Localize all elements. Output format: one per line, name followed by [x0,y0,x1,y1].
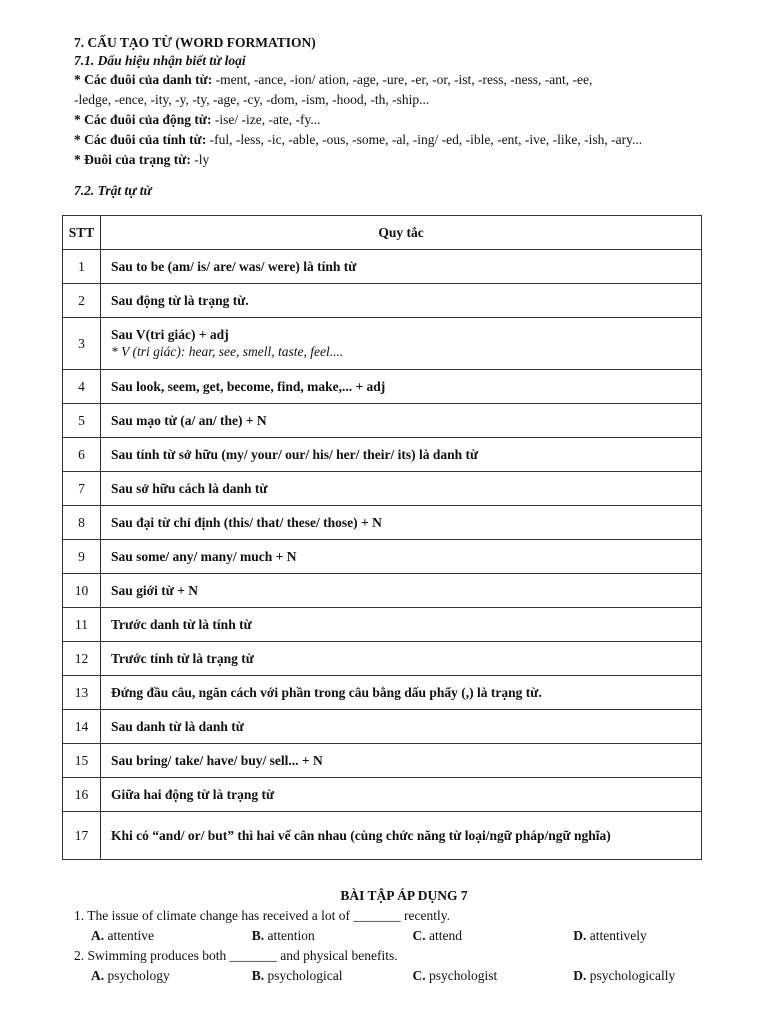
option-a[interactable] [91,926,252,946]
row-rule: Sau động từ là trạng từ. [101,284,702,318]
verb-suffixes-line [74,110,734,130]
option-letter: A. [91,928,105,943]
row-number: 12 [63,642,101,676]
adj-suffixes-text: -ful, -less, -ic, -able, -ous, -some, -al, -ing/ -ed, -ible, -ent, -ive, -like, -ish, -ary... [206,132,643,147]
question-2-options [74,966,734,986]
option-letter: C. [412,928,426,943]
row-rule: Sau mạo từ (a/ an/ the) + N [101,404,702,438]
adj-suffixes-line [74,130,734,150]
row-number: 17 [63,812,101,860]
table-row [63,778,702,812]
table-row [63,608,702,642]
row-rule: Giữa hai động từ là trạng từ [101,778,702,812]
table-row [63,540,702,574]
option-text: attentive [104,928,154,943]
row-number: 3 [63,318,101,370]
adv-suffixes-label: * Đuôi của trạng từ: [74,152,191,167]
table-row [63,250,702,284]
row-rule-with-note [101,318,702,370]
noun-suffixes-line-2: -ledge, -ence, -ity, -y, -ty, -age, -cy, -dom, -ism, -hood, -th, -ship... [74,92,430,107]
option-letter: A. [91,968,105,983]
header-stt: STT [63,216,101,250]
row-number: 7 [63,472,101,506]
row-number: 15 [63,744,101,778]
option-letter: B. [251,968,265,983]
option-text: psychologist [425,968,498,983]
option-b[interactable] [252,926,413,946]
section-title: 7. CẤU TẠO TỪ (WORD FORMATION) [74,35,316,50]
noun-suffixes-text-1: -ment, -ance, -ion/ ation, -age, -ure, -er, -or, -ist, -ress, -ness, -ant, -ee, [212,72,593,87]
row-number: 16 [63,778,101,812]
row-number: 8 [63,506,101,540]
row-number: 9 [63,540,101,574]
table-row [63,472,702,506]
table-row [63,642,702,676]
row-rule: Sau look, seem, get, become, find, make,... + adj [101,370,702,404]
option-d[interactable] [573,926,734,946]
option-text: attend [425,928,462,943]
row-number: 10 [63,574,101,608]
row-rule: Đứng đầu câu, ngăn cách với phần trong câu bằng dấu phẩy (,) là trạng từ. [101,676,702,710]
table-row [63,710,702,744]
row-number: 5 [63,404,101,438]
row-rule: Khi có “and/ or/ but” thì hai vế cân nhau (cùng chức năng từ loại/ngữ pháp/ngữ nghĩa) [101,812,702,860]
row-number: 1 [63,250,101,284]
row-number: 6 [63,438,101,472]
row-rule: Trước danh từ là tính từ [101,608,702,642]
question-1-options [74,926,734,946]
option-letter: B. [251,928,265,943]
option-c[interactable] [413,926,574,946]
option-c[interactable] [413,966,574,986]
row-rule: Sau đại từ chỉ định (this/ that/ these/ those) + N [101,506,702,540]
option-b[interactable] [252,966,413,986]
noun-suffixes-line-1 [74,70,734,90]
table-row [63,676,702,710]
exercise-section [74,886,734,986]
adv-suffixes-line [74,150,734,170]
verb-suffixes-label: * Các đuôi của động từ: [74,112,212,127]
row-rule: Sau giới từ + N [101,574,702,608]
row-number: 4 [63,370,101,404]
table-row [63,744,702,778]
option-d[interactable] [573,966,734,986]
table-header-row [63,216,702,250]
noun-suffixes-label: * Các đuôi của danh từ: [74,72,213,87]
exercise-title: BÀI TẬP ÁP DỤNG 7 [340,888,468,903]
option-letter: D. [573,928,587,943]
option-text: attentively [586,928,647,943]
adv-suffixes-text: -ly [190,152,210,167]
row-rule: Trước tính từ là trạng từ [101,642,702,676]
option-letter: D. [573,968,587,983]
row-rule: Sau V(tri giác) + adj [111,327,229,342]
row-number: 2 [63,284,101,318]
row-rule: Sau some/ any/ many/ much + N [101,540,702,574]
question-1: 1. The issue of climate change has received a lot of _______ recently. [74,908,450,923]
option-letter: C. [412,968,426,983]
verb-suffixes-text: -ise/ -ize, -ate, -fy... [211,112,321,127]
row-rule: Sau bring/ take/ have/ buy/ sell... + N [101,744,702,778]
row-rule: Sau tính từ sở hữu (my/ your/ our/ his/ her/ their/ its) là danh từ [101,438,702,472]
row-number: 11 [63,608,101,642]
option-text: attention [264,928,315,943]
word-order-table [62,215,702,860]
option-text: psychologically [586,968,676,983]
word-formation-section [74,34,734,203]
row-number: 14 [63,710,101,744]
table-row [63,284,702,318]
table-row [63,318,702,370]
row-rule: Sau sở hữu cách là danh từ [101,472,702,506]
table-row [63,370,702,404]
option-a[interactable] [91,966,252,986]
option-text: psychological [264,968,343,983]
table-row [63,506,702,540]
adj-suffixes-label: * Các đuôi của tính từ: [74,132,207,147]
header-rule: Quy tắc [101,216,702,250]
table-row [63,812,702,860]
subsection-word-order: 7.2. Trật tự từ [74,183,152,198]
row-rule: Sau danh từ là danh từ [101,710,702,744]
table-row [63,574,702,608]
row-number: 13 [63,676,101,710]
option-text: psychology [104,968,170,983]
row-note: * V (tri giác): hear, see, smell, taste, feel.... [111,344,344,359]
question-2: 2. Swimming produces both _______ and physical benefits. [74,948,398,963]
table-row [63,438,702,472]
subsection-word-class-signs: 7.1. Dấu hiệu nhận biết từ loại [74,53,246,68]
table-row [63,404,702,438]
row-rule: Sau to be (am/ is/ are/ was/ were) là tính từ [101,250,702,284]
